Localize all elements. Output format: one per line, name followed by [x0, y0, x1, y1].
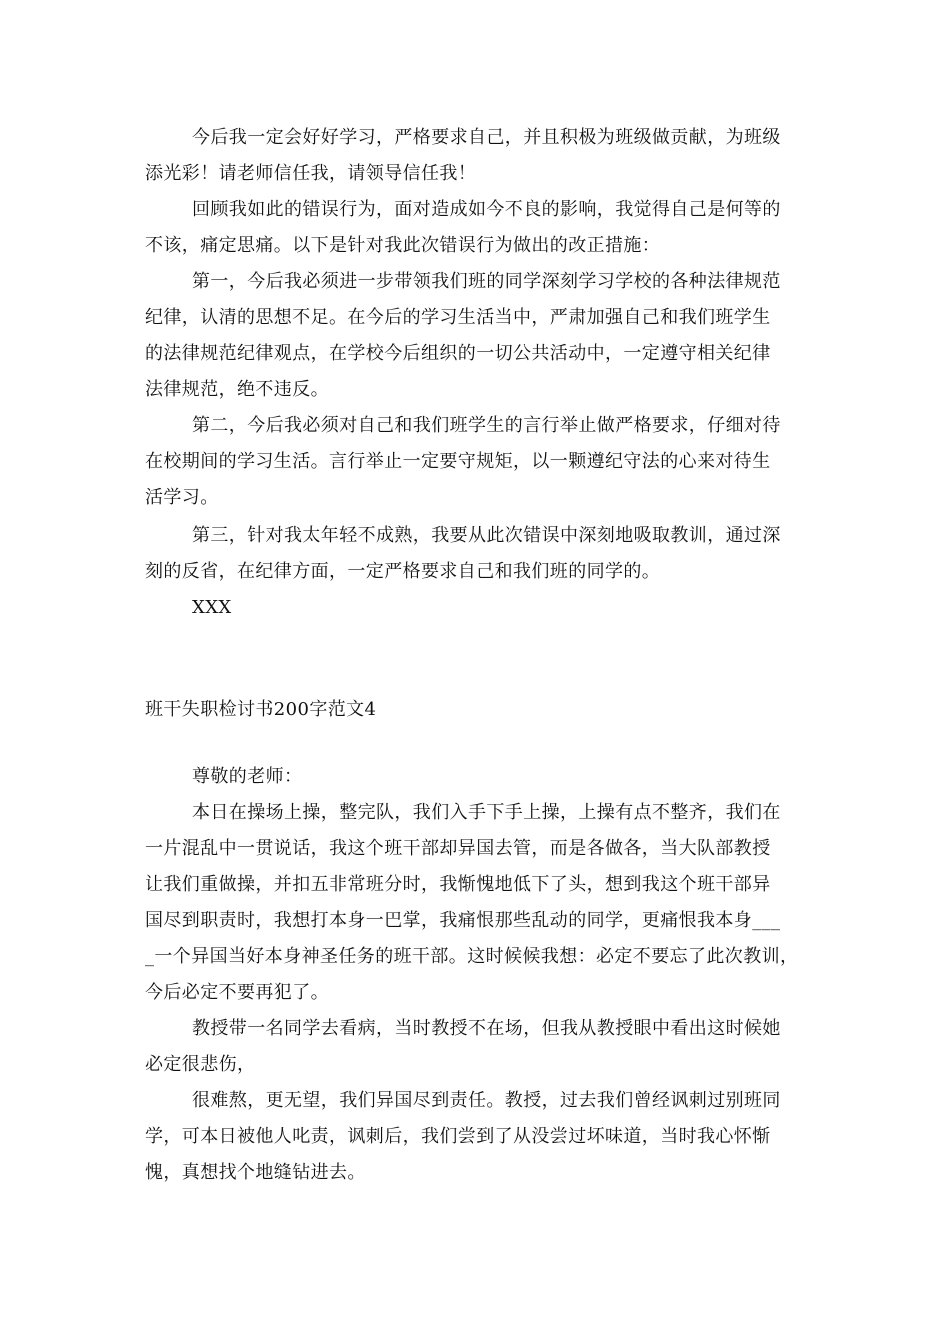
signature-text: XXX: [192, 597, 232, 618]
paragraph-line: _一个异国当好本身神圣任务的班干部。这时候候我想：必定不要忘了此次教训，: [145, 946, 799, 967]
paragraph-line: 刻的反省，在纪律方面，一定严格要求自己和我们班的同学的。: [145, 561, 661, 582]
section-title: 班干失职检讨书200字范文4: [145, 699, 377, 720]
paragraph-line: 第一，今后我必须进一步带领我们班的同学深刻学习学校的各种法律规范: [192, 271, 781, 292]
paragraph-line: 一片混乱中一贯说话，我这个班干部却异国去管，而是各做各，当大队部教授: [145, 838, 771, 859]
paragraph-line: 纪律，认清的思想不足。在今后的学习生活当中，严肃加强自己和我们班学生: [145, 307, 771, 328]
paragraph-line: 的法律规范纪律观点，在学校今后组织的一切公共活动中，一定遵守相关纪律: [145, 343, 771, 364]
paragraph-line: 今后必定不要再犯了。: [145, 982, 329, 1003]
paragraph-line: 学，可本日被他人叱责，讽刺后，我们尝到了从没尝过坏味道，当时我心怀惭: [145, 1126, 771, 1147]
paragraph-line: 本日在操场上操，整完队，我们入手下手上操，上操有点不整齐，我们在: [192, 802, 781, 823]
paragraph-line: 让我们重做操，并扣五非常班分时，我惭愧地低下了头，想到我这个班干部异: [145, 874, 771, 895]
paragraph-line: 法律规范，绝不违反。: [145, 379, 329, 400]
paragraph-line: 今后我一定会好好学习，严格要求自己，并且积极为班级做贡献，为班级: [192, 127, 781, 148]
paragraph-line: 教授带一名同学去看病，当时教授不在场，但我从教授眼中看出这时候她: [192, 1018, 781, 1039]
paragraph-line: 回顾我如此的错误行为，面对造成如今不良的影响，我觉得自己是何等的: [192, 199, 781, 220]
paragraph-line: 在校期间的学习生活。言行举止一定要守规矩，以一颗遵纪守法的心来对待生: [145, 451, 771, 472]
paragraph-line: 添光彩！请老师信任我，请领导信任我！: [145, 163, 477, 184]
paragraph-line: 活学习。: [145, 487, 219, 508]
paragraph-line: 第三，针对我太年轻不成熟，我要从此次错误中深刻地吸取教训，通过深: [192, 525, 781, 546]
salutation: 尊敬的老师：: [192, 766, 303, 787]
paragraph-line: 不该，痛定思痛。以下是针对我此次错误行为做出的改正措施：: [145, 235, 661, 256]
paragraph-line: 愧，真想找个地缝钻进去。: [145, 1162, 366, 1183]
paragraph-line: 第二，今后我必须对自己和我们班学生的言行举止做严格要求，仔细对待: [192, 415, 781, 436]
paragraph-line: 必定很悲伤，: [145, 1054, 256, 1075]
paragraph-line: 很难熬，更无望，我们异国尽到责任。教授，过去我们曾经讽刺过别班同: [192, 1090, 781, 1111]
paragraph-line: 国尽到职责时，我想打本身一巴掌，我痛恨那些乱动的同学，更痛恨我本身___: [145, 910, 781, 931]
